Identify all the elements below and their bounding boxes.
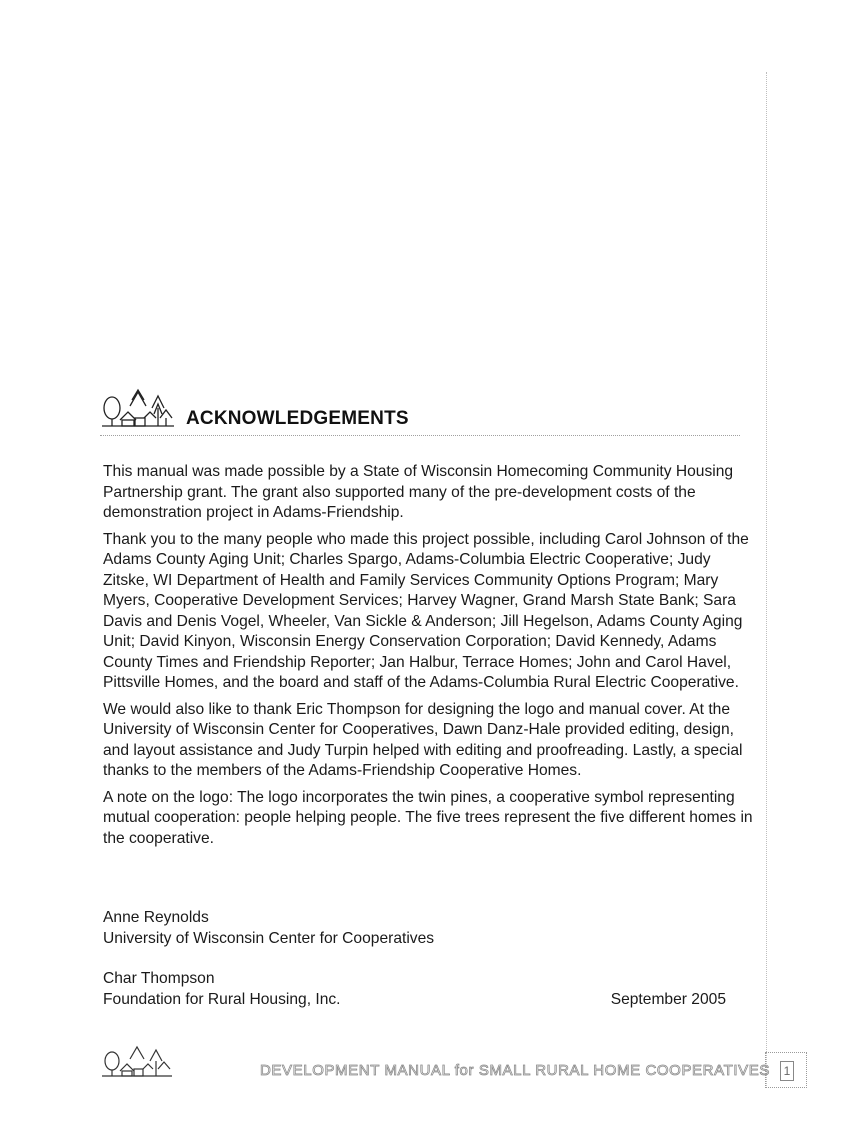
five-trees-houses-logo-icon xyxy=(100,384,176,432)
signature-block xyxy=(103,908,743,949)
body-text xyxy=(103,462,753,855)
page-number-box xyxy=(765,1052,807,1088)
paragraph: A note on the logo: The logo incorporates the twin pines, a cooperative symbol representing mutual cooperation: people helping people. The five trees represent the five different homes in the cooperative. xyxy=(103,788,753,847)
signature-organization: University of Wisconsin Center for Cooperatives xyxy=(103,929,435,947)
section-heading xyxy=(100,384,760,438)
paragraph: This manual was made possible by a State of Wisconsin Homecoming Community Housing Partnership grant. The grant also supported many of the pre-development costs of the demonstration project in Adams-Friendship. xyxy=(103,463,734,521)
footer-title: DEVELOPMENT MANUAL for SMALL RURAL HOME COOPERATIVES xyxy=(260,1062,770,1079)
page-footer xyxy=(100,1042,820,1092)
signature-section xyxy=(103,908,743,1030)
signature-organization: Foundation for Rural Housing, Inc. xyxy=(103,990,341,1008)
page-number: 1 xyxy=(780,1061,794,1081)
document-date: September 2005 xyxy=(610,990,726,1008)
page-title: ACKNOWLEDGEMENTS xyxy=(186,408,409,429)
paragraph: We would also like to thank Eric Thompson for designing the logo and manual cover. At the University of Wisconsin Center for Cooperatives, Dawn Danz-Hale provided editing, design, and layout assistance and Judy Turpin helped with editing and proofreading. Lastly, a special thanks to the members of the Adams-Friendship Cooperative Homes. xyxy=(103,700,743,779)
heading-divider xyxy=(100,435,740,436)
signature-name: Anne Reynolds xyxy=(103,909,209,926)
right-margin-rule xyxy=(766,72,767,1086)
signature-block xyxy=(103,969,743,1010)
five-trees-houses-logo-icon xyxy=(100,1042,176,1082)
signature-name: Char Thompson xyxy=(103,970,215,987)
paragraph: Thank you to the many people who made this project possible, including Carol Johnson of the Adams County Aging Unit; Charles Spargo, Adams-Columbia Electric Cooperative; Judy Zitske, WI Department of Health and Family Services Community Options Program; Mary Myers, Cooperative Development Services; Harvey Wagner, Grand Marsh State Bank; Sara Davis and Denis Vogel, Wheeler, Van Sickle & Anderson; Jill Hegelson, Adams County Aging Unit; David Kinyon, Wisconsin Energy Conservation Corporation; David Kennedy, Adams County Times and Friendship Reporter; Jan Halbur, Terrace Homes; John and Carol Havel, Pittsville Homes, and the board and staff of the Adams-Columbia Rural Electric Cooperative. xyxy=(103,530,749,691)
